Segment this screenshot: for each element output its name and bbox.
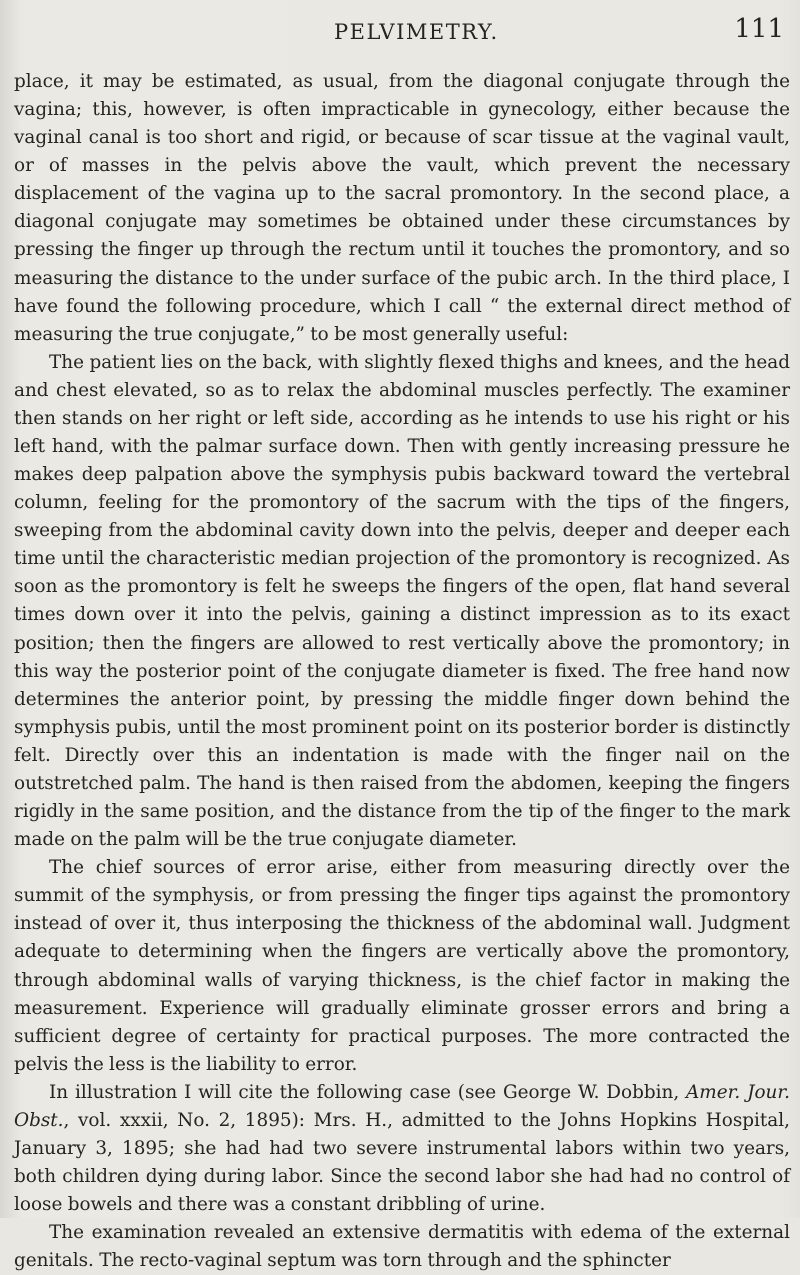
running-head bbox=[14, 0, 790, 68]
body-text bbox=[14, 68, 790, 1275]
paragraph-2: The patient lies on the back, with slightly flexed thighs and knees, and the head and chest elevated, so as to relax the abdominal muscles perfectly. The examiner then stands on her right or left side, according as he intends to use his right or his left hand, with the palmar surface down. Then with gently increasing pressure he makes deep palpation above the symphysis pubis backward toward the vertebral column, feeling for the promontory of the sacrum with the tips of the fingers, sweeping from the abdominal cavity down into the pelvis, deeper and deeper each time until the characteristic median projection of the promontory is recognized. As soon as the promontory is felt he sweeps the fingers of the open, flat hand several times down over it into the pelvis, gaining a distinct impression as to its exact position; then the fingers are allowed to rest vertically above the promontory; in this way the posterior point of the conjugate diameter is fixed. The free hand now determines the anterior point, by pressing the middle finger down behind the symphysis pubis, until the most prominent point on its posterior border is distinctly felt. Directly over this an indentation is made with the finger nail on the outstretched palm. The hand is then raised from the abdomen, keeping the fingers rigidly in the same position, and the distance from the tip of the finger to the mark made on the palm will be the true conjugate diameter. bbox=[14, 351, 790, 851]
paragraph-1: place, it may be estimated, as usual, from the diagonal conjugate through the vagina; this, however, is often impracticable in gynecology, either because the vaginal canal is too short and rigid, or because of scar tissue at the vaginal vault, or of masses in the pelvis above the vault, which prevent the necessary displacement of the vagina up to the sacral promontory. In the second place, a diagonal conjugate may sometimes be obtained under these circumstances by pressing the finger up through the rectum until it touches the promontory, and so measuring the distance to the under surface of the pubic arch. In the third place, I have found the following procedure, which I call “ the external direct method of measuring the true conjugate,” to be most generally useful: bbox=[14, 71, 790, 345]
paragraph-4 bbox=[14, 1079, 790, 1219]
page-number: 111 bbox=[734, 14, 784, 44]
running-title: PELVIMETRY. bbox=[334, 20, 499, 44]
paragraph-4-text-a: In illustration I will cite the following case (see George W. Dobbin, bbox=[49, 1081, 687, 1103]
paragraph-5: The examination revealed an extensive dermatitis with edema of the external genitals. The recto-vaginal septum was torn through and the sphincter bbox=[14, 1222, 790, 1272]
paragraph-3: The chief sources of error arise, either from measuring directly over the summit of the symphysis, or from pressing the finger tips against the promontory instead of over it, thus interposing the thickness of the abdominal wall. Judgment adequate to determining when the fingers are vertically above the promontory, through abdominal walls of varying thickness, is the chief factor in making the measurement. Experience will gradually eliminate grosser errors and bring a sufficient degree of certainty for practical purposes. The more contracted the pelvis the less is the liability to error. bbox=[14, 857, 790, 1075]
paragraph-4-text-b: , vol. xxxii, No. 2, 1895): Mrs. H., admitted to the Johns Hopkins Hospital, January 3, 1895; she had had two severe instrumental labors within two years, both children dying during labor. Since the second labor she had had no control of loose bowels and there was a constant dribbling of urine. bbox=[14, 1109, 790, 1216]
journal-citation: Amer. Jour. Obst. bbox=[14, 1081, 790, 1131]
